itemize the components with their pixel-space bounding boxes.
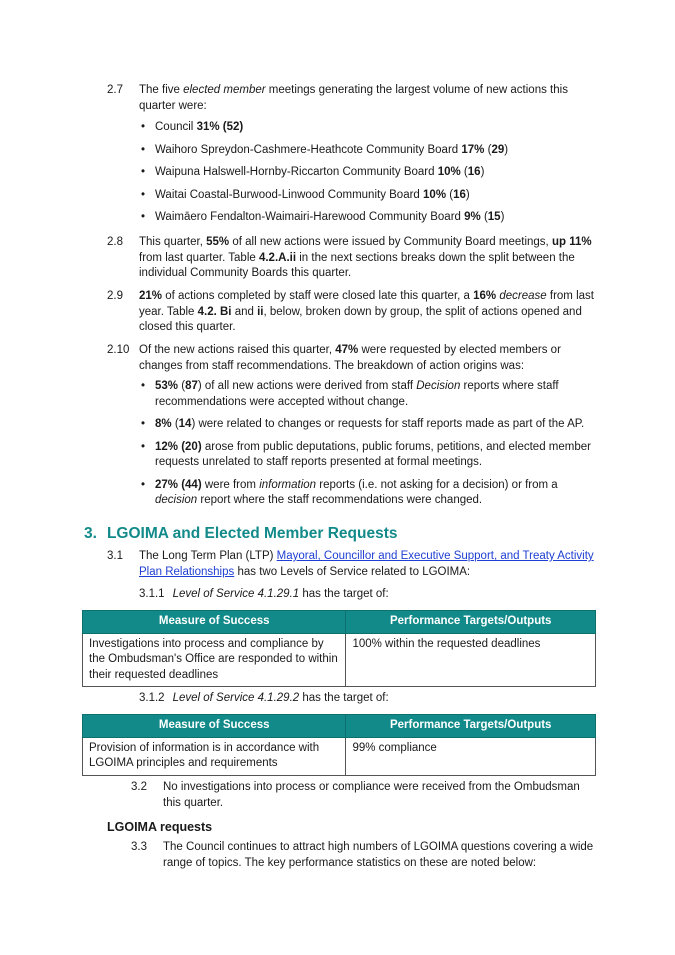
para-text: The Council continues to attract high numbers of LGOIMA questions covering a wide range of topics. The key performance statistics on these are noted below:: [163, 841, 594, 869]
list-item: [139, 440, 597, 471]
para-number: 2.7: [107, 84, 123, 96]
bullet-icon: •: [141, 418, 146, 430]
paragraph-2-9: [107, 289, 597, 336]
text-run: and: [231, 305, 258, 318]
text-run: Waimāero Fendalton-Waimairi-Harewood Community Board: [155, 211, 465, 223]
paragraph-2-7: [107, 83, 597, 233]
para-text: [139, 83, 597, 114]
text-run: Council: [155, 121, 197, 133]
para-text: [139, 343, 597, 374]
text-run: ): [480, 166, 485, 178]
bold-run: 12% (20): [155, 440, 202, 453]
heading-number: 3.: [84, 525, 97, 542]
bullet-icon: •: [141, 143, 146, 156]
bold-run: ii: [257, 305, 264, 318]
level-of-service-table-1: [82, 610, 596, 687]
bold-run: 16%: [473, 290, 497, 302]
bold-run: 10%: [423, 188, 447, 201]
para-number: 2.9: [107, 290, 123, 302]
para-number: 3.2: [131, 781, 147, 793]
text-run: (: [446, 188, 454, 201]
text-run: ) were related to changes or requests for staff reports made as part of the AP.: [191, 418, 585, 430]
column-header: Measure of Success: [83, 715, 346, 738]
list-item: [139, 120, 597, 136]
bold-run: 4.2. Bi: [197, 305, 232, 318]
list-item: [139, 143, 597, 159]
bold-run: 27% (44): [155, 478, 202, 491]
emphasis-run: information: [259, 478, 317, 491]
subparagraph-3-1-2: [139, 691, 389, 707]
text-run: of actions completed by staff were closed late this quarter, a: [162, 290, 474, 302]
text-run: reports where staff recommendations were accepted without change.: [155, 380, 559, 408]
text-run: Waitai Coastal-Burwood-Linwood Community Board: [155, 188, 424, 201]
table-cell: Provision of information is in accordance with LGOIMA principles and requirements: [83, 737, 346, 775]
bullet-icon: •: [141, 478, 146, 491]
bold-run: 29: [491, 143, 505, 156]
table-row: [83, 633, 596, 687]
emphasis-run: elected member: [183, 84, 266, 96]
bullet-icon: •: [141, 380, 146, 392]
list-item: [139, 210, 597, 226]
para-number: 3.1: [107, 550, 123, 562]
list-item: [139, 188, 597, 204]
emphasis-run: Decision: [416, 380, 461, 392]
text-run: (: [178, 380, 186, 392]
bold-run: 47%: [335, 344, 359, 356]
text-run: in the next sections breaks down the split between the individual Community Boards this quarter.: [139, 251, 575, 279]
bold-run: 55%: [206, 236, 230, 248]
para-text: No investigations into process or compliance were received from the Ombudsman this quarter.: [163, 781, 580, 809]
text-run: The Long Term Plan (LTP): [139, 550, 277, 562]
text-run: (: [484, 143, 492, 156]
bullet-icon: •: [141, 211, 146, 223]
bold-run: 10%: [437, 166, 461, 178]
bullet-icon: •: [141, 166, 146, 178]
text-run: (: [171, 418, 179, 430]
bold-run: 31% (52): [196, 121, 244, 133]
para-number: 3.1.2: [139, 692, 165, 704]
bold-run: 4.2.A.ii: [258, 251, 297, 264]
text-run: arose from public deputations, public forums, petitions, and elected member requests unrelated to staff reports presented at formal meetings.: [155, 440, 591, 468]
text-run: ) of all new actions were derived from staff: [197, 380, 417, 392]
text-run: ): [500, 211, 505, 223]
para-number: 3.1.1: [139, 588, 165, 600]
table-cell: 100% within the requested deadlines: [346, 633, 596, 687]
bold-run: 15: [487, 211, 501, 223]
text-run: has the target of:: [299, 692, 389, 704]
emphasis-run: Level of Service 4.1.29.1: [172, 588, 300, 600]
text-run: of all new actions were issued by Community Board meetings,: [229, 236, 552, 248]
table-row: [83, 737, 596, 775]
text-run: were from: [201, 478, 260, 491]
bold-run: 17%: [461, 143, 485, 156]
bullet-list: [139, 379, 597, 509]
text-run: Waipuna Halswell-Hornby-Riccarton Community Board: [155, 166, 438, 178]
bold-run: 9%: [464, 211, 481, 223]
table-header-row: [83, 715, 596, 738]
paragraph-3-3: [131, 840, 596, 871]
list-item: [139, 478, 597, 509]
bold-run: 21%: [139, 290, 163, 302]
bullet-list: [139, 120, 597, 226]
bold-run: 16: [467, 166, 481, 178]
emphasis-run: decision: [155, 494, 198, 506]
para-text: [139, 289, 597, 336]
bold-run: 14: [178, 418, 192, 430]
paragraph-2-8: [107, 235, 597, 282]
text-run: This quarter,: [139, 236, 207, 248]
text-run: meetings generating the largest volume of new actions this quarter were:: [139, 84, 568, 112]
bold-run: 16: [453, 188, 466, 201]
column-header: Performance Targets/Outputs: [346, 611, 596, 634]
list-item: [139, 379, 597, 410]
level-of-service-table-2: [82, 714, 596, 776]
section-heading: [84, 526, 397, 542]
para-number: 2.8: [107, 236, 123, 248]
text-run: has the target of:: [299, 588, 389, 600]
table-cell: 99% compliance: [346, 737, 596, 775]
text-run: ): [504, 143, 509, 156]
bold-run: 53%: [155, 380, 179, 392]
emphasis-run: Level of Service 4.1.29.2: [172, 692, 300, 704]
para-number: 3.3: [131, 841, 147, 853]
text-run: ): [465, 188, 470, 201]
text-run: Of the new actions raised this quarter,: [139, 344, 336, 356]
para-number: 2.10: [107, 344, 130, 356]
table-header-row: [83, 611, 596, 634]
text-run: were requested by elected members or changes from staff recommendations. The breakdown of action origins was:: [139, 344, 561, 372]
subsection-heading: LGOIMA requests: [107, 820, 213, 834]
text-run: reports (i.e. not asking for a decision) or from a: [316, 478, 558, 491]
text-run: Waihoro Spreydon-Cashmere-Heathcote Community Board: [155, 143, 462, 156]
bold-run: 87: [185, 380, 198, 392]
subparagraph-3-1-1: [139, 587, 389, 603]
column-header: Performance Targets/Outputs: [346, 715, 596, 738]
text-run: from last year. Table: [139, 290, 594, 318]
bold-run: 8%: [155, 418, 172, 430]
bullet-icon: •: [141, 188, 146, 201]
list-item: [139, 165, 597, 181]
heading-title: LGOIMA and Elected Member Requests: [106, 525, 398, 542]
text-run: from last quarter. Table: [139, 251, 259, 264]
bullet-icon: •: [141, 121, 146, 133]
para-text: [139, 549, 597, 580]
bold-run: up 11%: [551, 236, 592, 248]
text-run: (: [460, 166, 468, 178]
para-text: [139, 235, 597, 282]
activity-plan-link[interactable]: Mayoral, Councillor and Executive Support, and Treaty Activity Plan Relationships: [139, 550, 594, 578]
text-run: , below, broken down by group, the split of actions opened and closed this quarter.: [139, 305, 582, 333]
paragraph-2-10: [107, 343, 597, 516]
paragraph-3-2: [131, 780, 596, 811]
bullet-icon: •: [141, 440, 146, 453]
list-item: [139, 417, 597, 433]
paragraph-3-1: [107, 549, 597, 580]
table-cell: Investigations into process and compliance by the Ombudsman's Office are responded to within their requested deadlines: [83, 633, 346, 687]
text-run: (: [480, 211, 488, 223]
column-header: Measure of Success: [83, 611, 346, 634]
emphasis-run: decrease: [499, 290, 547, 302]
text-run: report where the staff recommendations were changed.: [197, 494, 483, 506]
text-run: has two Levels of Service related to LGOIMA:: [234, 565, 471, 578]
text-run: The five: [139, 84, 184, 96]
